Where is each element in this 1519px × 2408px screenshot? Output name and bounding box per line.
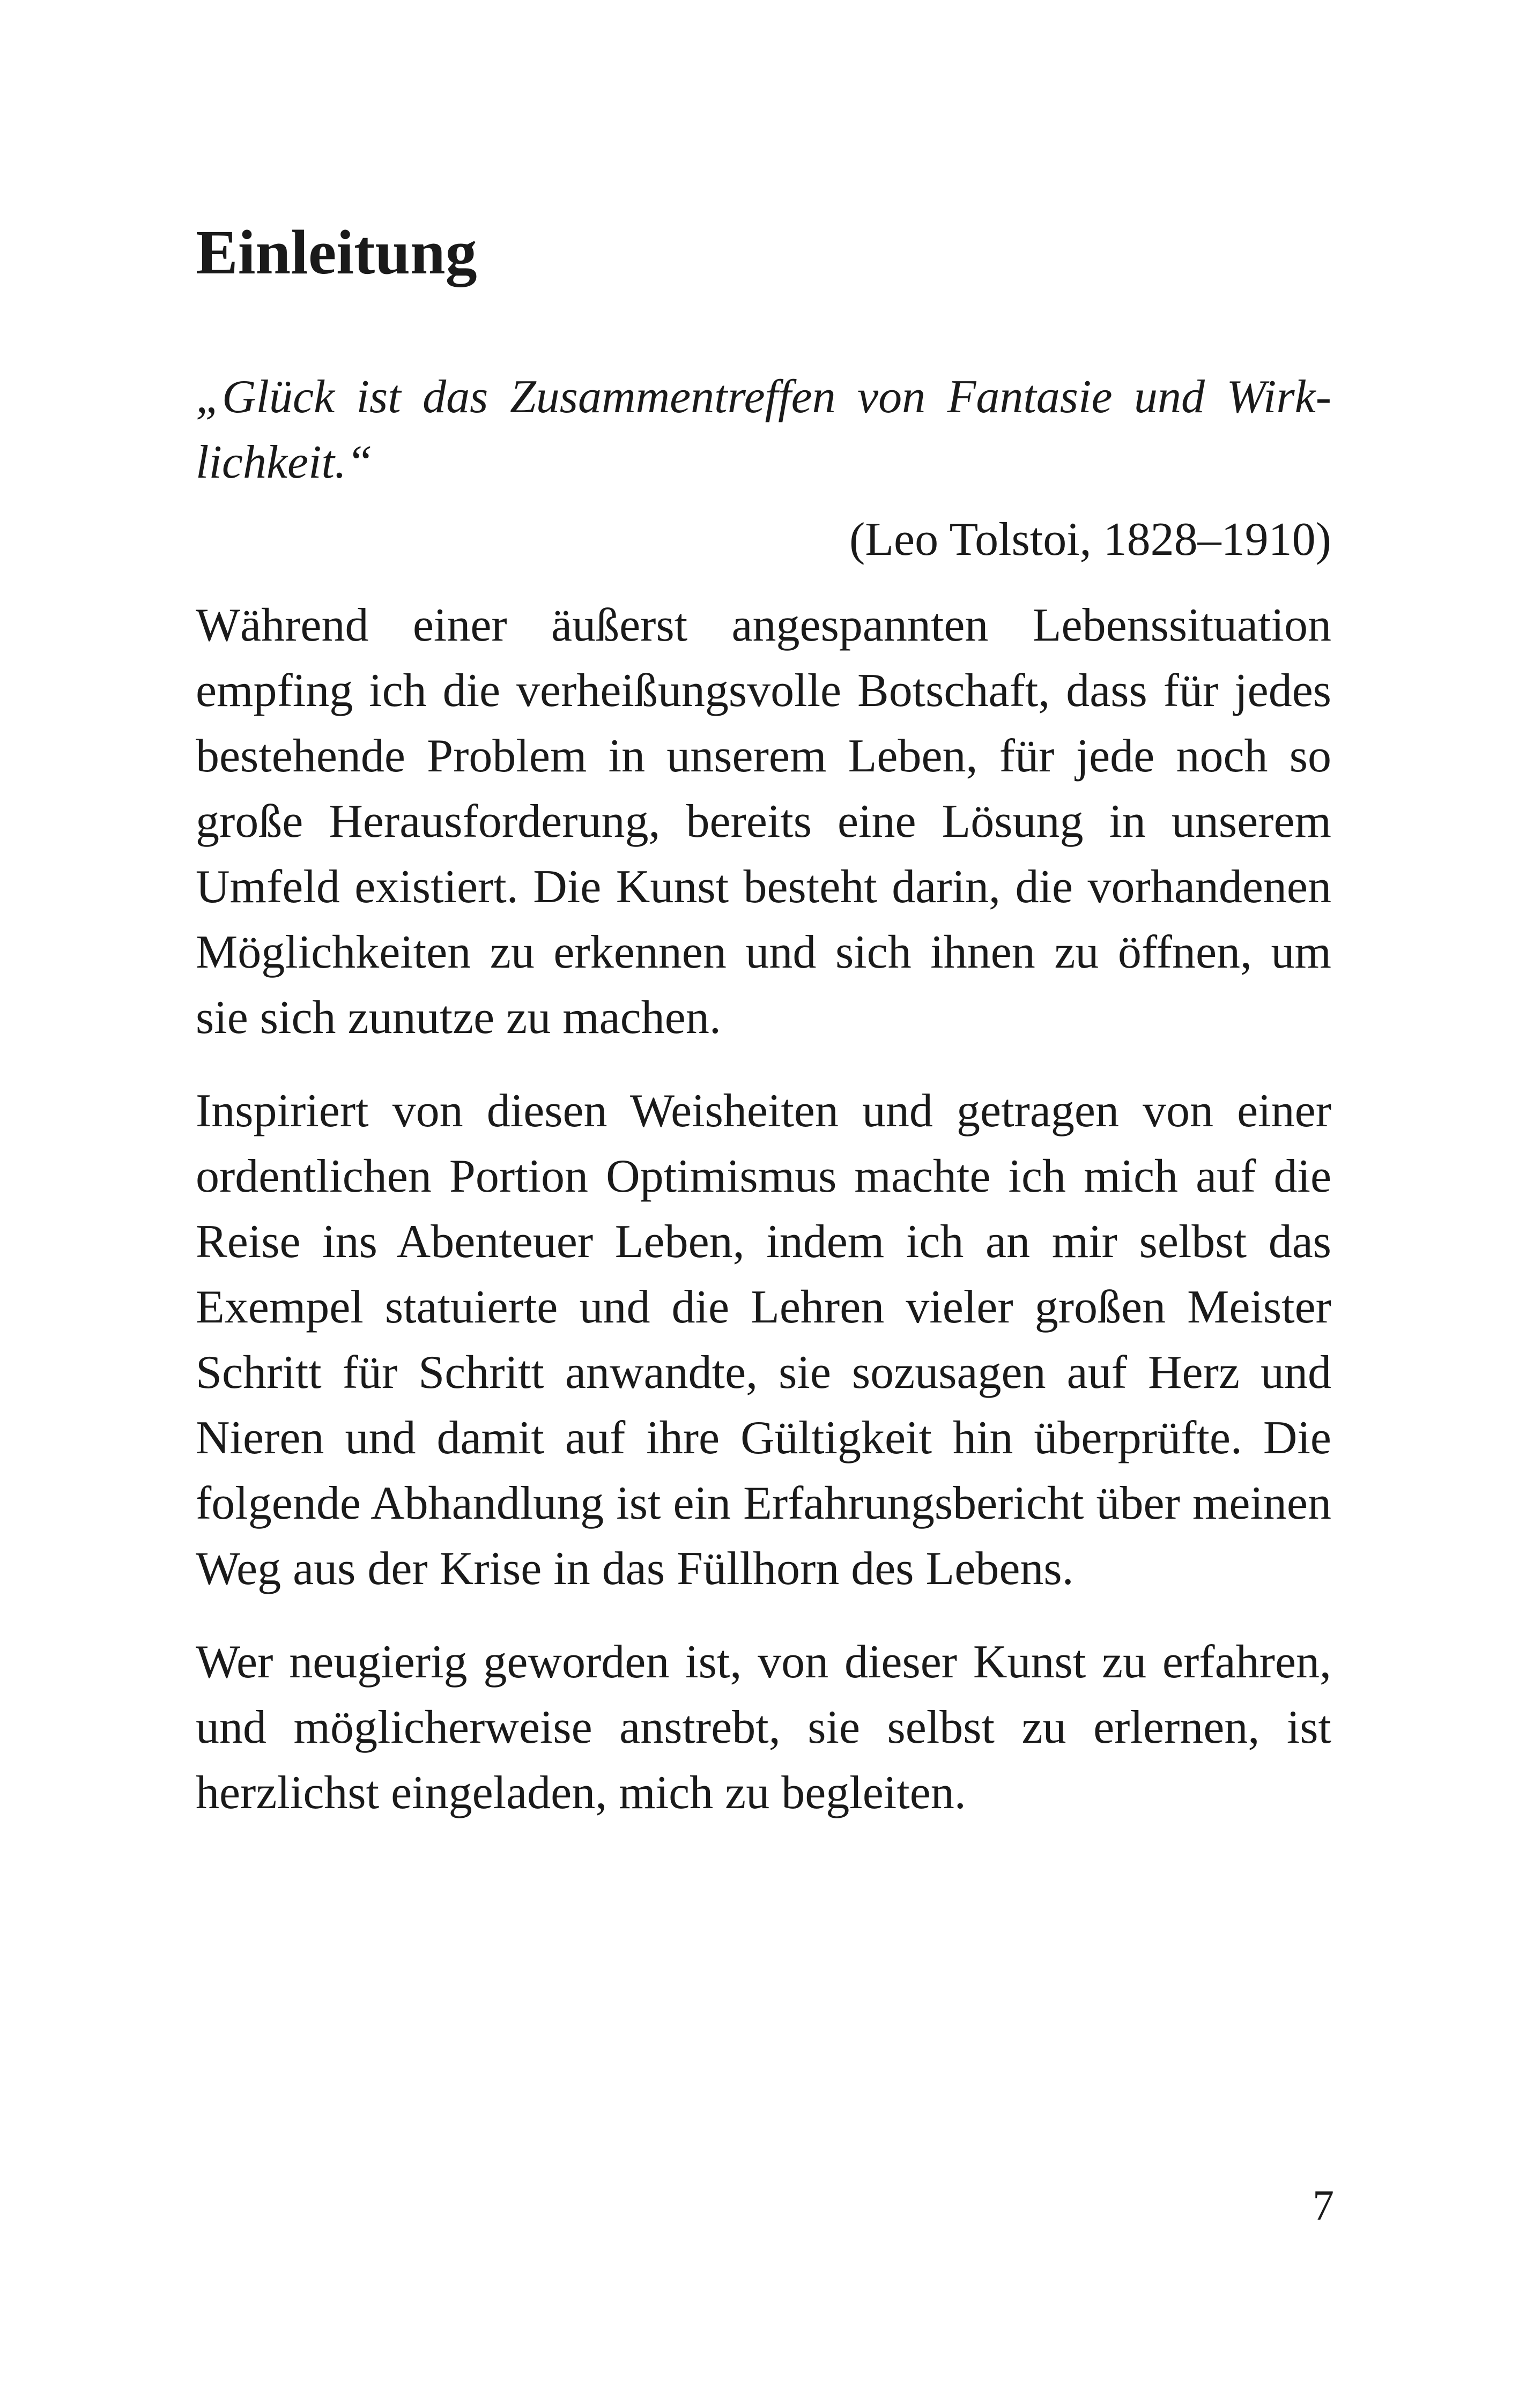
paragraph-1: Während einer äußerst angespannten Lebenssituation empfing ich die verheißungsvolle Botschaft, dass für jedes bestehende Problem in unserem Leben, für jede noch so große Herausforderung, bereits eine Lösung in unserem Umfeld existiert. Die Kunst besteht darin, die vorhandenen Möglichkeiten zu erkennen und sich ihnen zu öffnen, um sie sich zunutze zu machen. <box>196 599 1331 1044</box>
paragraph-3: Wer neugierig geworden ist, von dieser Kunst zu erfahren, und möglicherweise anstrebt, sie selbst zu erlernen, ist herzlichst eingeladen, mich zu begleiten. <box>196 1636 1331 1819</box>
epigraph-attribution: (Leo Tolstoi, 1828–1910) <box>849 514 1331 566</box>
chapter-body <box>196 365 1331 1826</box>
paragraph-2: Inspiriert von diesen Weisheiten und getragen von einer ordentlichen Portion Optimismus machte ich mich auf die Reise ins Abenteuer Leben, indem ich an mir selbst das Exempel statuierte und die Lehren vieler großen Meister Schritt für Schritt anwandte, sie sozusagen auf Herz und Nieren und damit auf ihre Gültigkeit hin überprüfte. Die folgende Abhandlung ist ein Erfahrungsbericht über meinen Weg aus der Krise in das Füllhorn des Lebens. <box>196 1085 1331 1595</box>
page-number: 7 <box>1313 2182 1334 2229</box>
chapter-heading: Einleitung <box>196 217 477 287</box>
epigraph-quote: „Glück ist das Zusammentreffen von Fantasie und Wirklichkeit.“ <box>196 371 1331 488</box>
